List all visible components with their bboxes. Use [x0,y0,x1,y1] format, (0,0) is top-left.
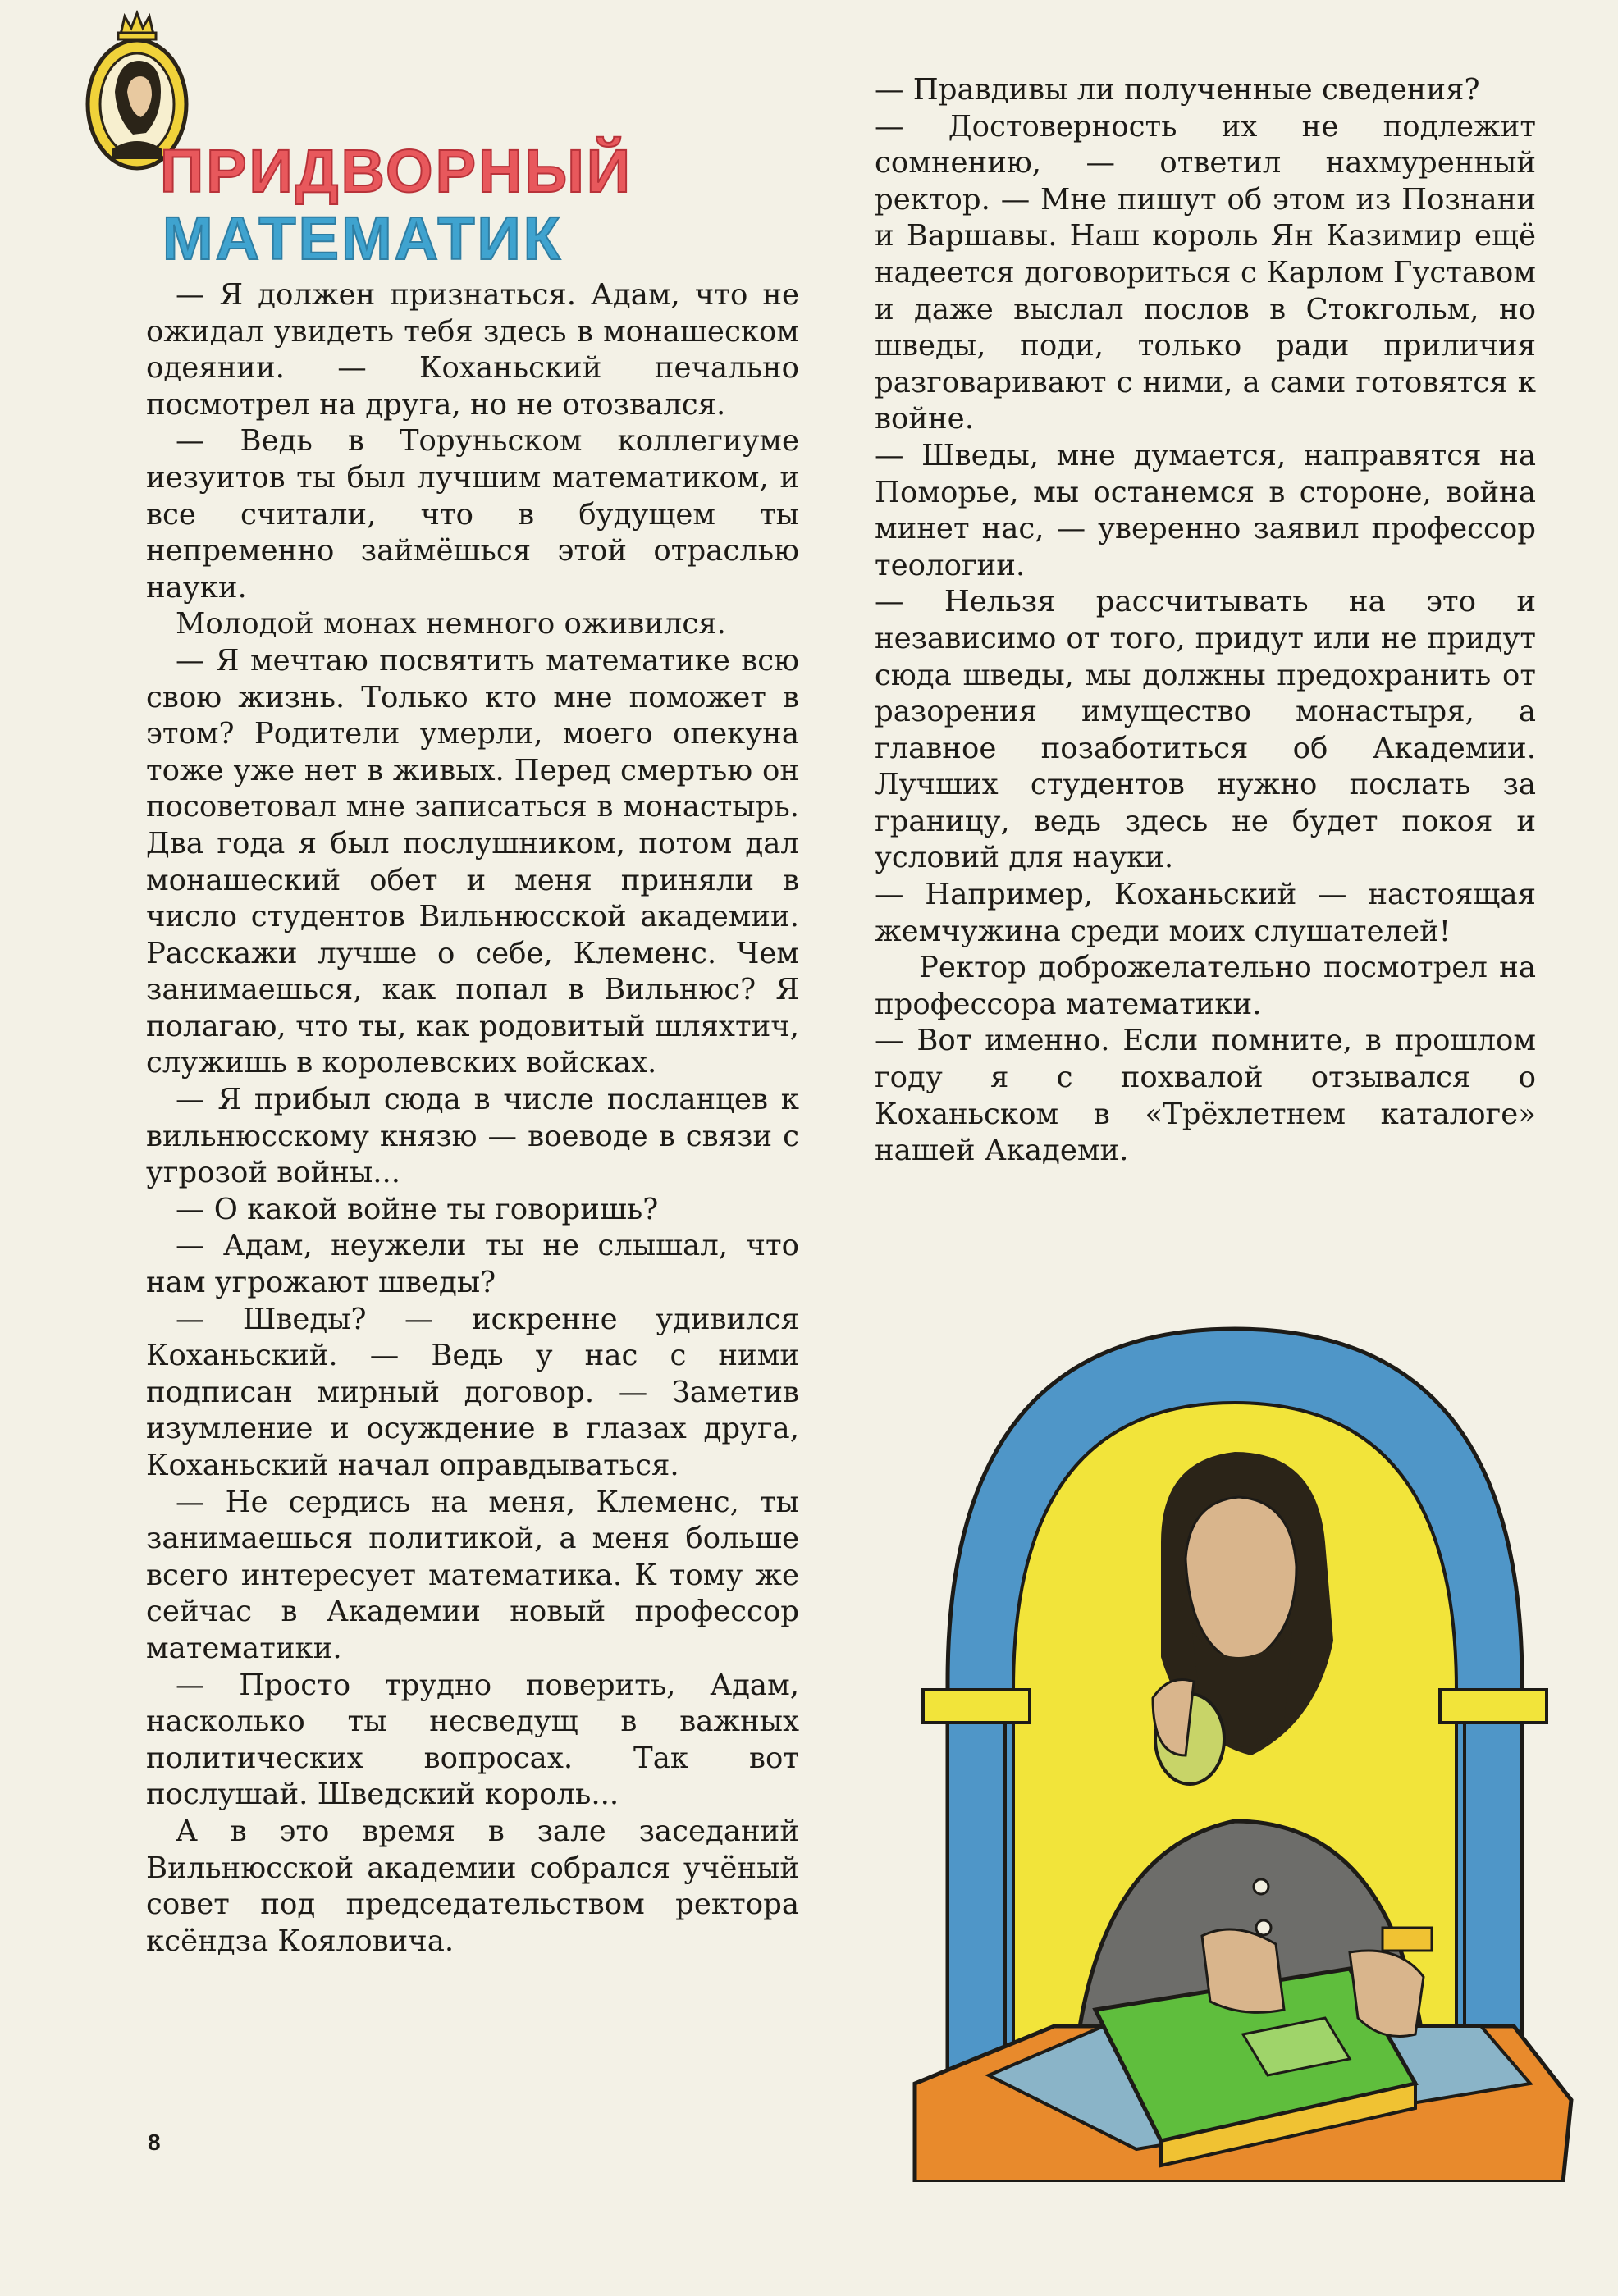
paragraph: — Не сердись на меня, Клеменс, ты занимаешься политикой, а меня больше всего интересует математика. К тому же сейчас в Академии новый профессор математики. [146,1485,799,1665]
scholar-illustration [890,1296,1579,2182]
paragraph: А в это время в зале заседаний Вильнюсской академии собрался учёный совет под председательством ректора ксёндза Кояловича. [146,1814,799,1958]
paragraph: — Нельзя рассчитывать на это и независимо от того, придут или не придут сюда шведы, мы должны предохранить от разорения имущество монастыря, а главное позаботиться об Академии. Лучших студентов нужно послать за границу, ведь здесь не будет покоя и условий для науки. [875,585,1536,875]
article-title-line-1: ПРИДВОРНЫЙ [160,137,633,205]
paragraph: — Я прибыл сюда в числе посланцев к вильнюсскому князю — воеводе в связи с угрозой войны... [146,1083,799,1190]
paragraph: — Например, Коханьский — настоящая жемчужина среди моих слушателей! [875,878,1536,948]
paragraph: — Шведы? — искренне удивился Коханьский. — Ведь у нас с ними подписан мирный договор. — Заметив изумление и осуждение в глазах друга, Коханьский начал оправдываться. [146,1302,799,1482]
right-text-column [875,72,1536,1170]
paragraph: — Вот именно. Если помните, в прошлом году я с похвалой отзывался о Коханьском в «Трёхлетнем каталоге» нашей Академи. [875,1024,1536,1168]
paragraph: Ректор доброжелательно посмотрел на профессора математики. [875,951,1536,1021]
paragraph: — Адам, неужели ты не слышал, что нам угрожают шведы? [146,1229,799,1300]
page-number: 8 [148,2129,161,2155]
article-title-line-2: МАТЕМАТИК [162,204,563,272]
paragraph: — О какой войне ты говоришь? [176,1192,659,1226]
paragraph: Молодой монах немного оживился. [176,607,726,641]
left-text-column [146,277,799,1960]
crown-icon [118,13,156,39]
paragraph: — Правдивы ли полученные сведения? [875,73,1480,107]
paragraph: — Достоверность их не подлежит сомнению, — ответил нахмуренный ректор. — Мне пишут об этом из Познани и Варшавы. Наш король Ян Казимир ещё надеется договориться с Карлом Густавом и даже выслал послов в Стокгольм, но шведы, поди, только ради приличия разговаривают с ними, а сами готовятся к войне. [875,109,1536,436]
paragraph: — Я должен признаться. Адам, что не ожидал увидеть тебя здесь в монашеском одеянии. — Коханьский печально посмотрел на друга, но не отозвался. [146,278,799,422]
paragraph: — Ведь в Торуньском коллегиуме иезуитов ты был лучшим математиком, и все считали, что в будущем ты непременно займёшься этой отраслью науки. [146,424,799,605]
paragraph: — Я мечтаю посвятить математике всю свою жизнь. Только кто мне поможет в этом? Родители умерли, моего опекуна тоже уже нет в живых. Перед смертью он посоветовал мне записаться в монастырь. Два года я был послушником, потом дал монашеский обет и меня приняли в число студентов Вильнюсской академии. Расскажи лучше о себе, Клеменс. Чем занимаешься, как попал в Вильнюс? Я полагаю, что ты, как родовитый шляхтич, служишь в королевских войсках. [146,643,799,1080]
paragraph: — Шведы, мне думается, направятся на Поморье, мы останемся в стороне, война минет нас, — уверенно заявил профессор теологии. [875,438,1536,582]
paragraph: — Просто трудно поверить, Адам, насколько ты несведущ в важных политических вопросах. Так вот послушай. Шведский король... [146,1668,799,1812]
